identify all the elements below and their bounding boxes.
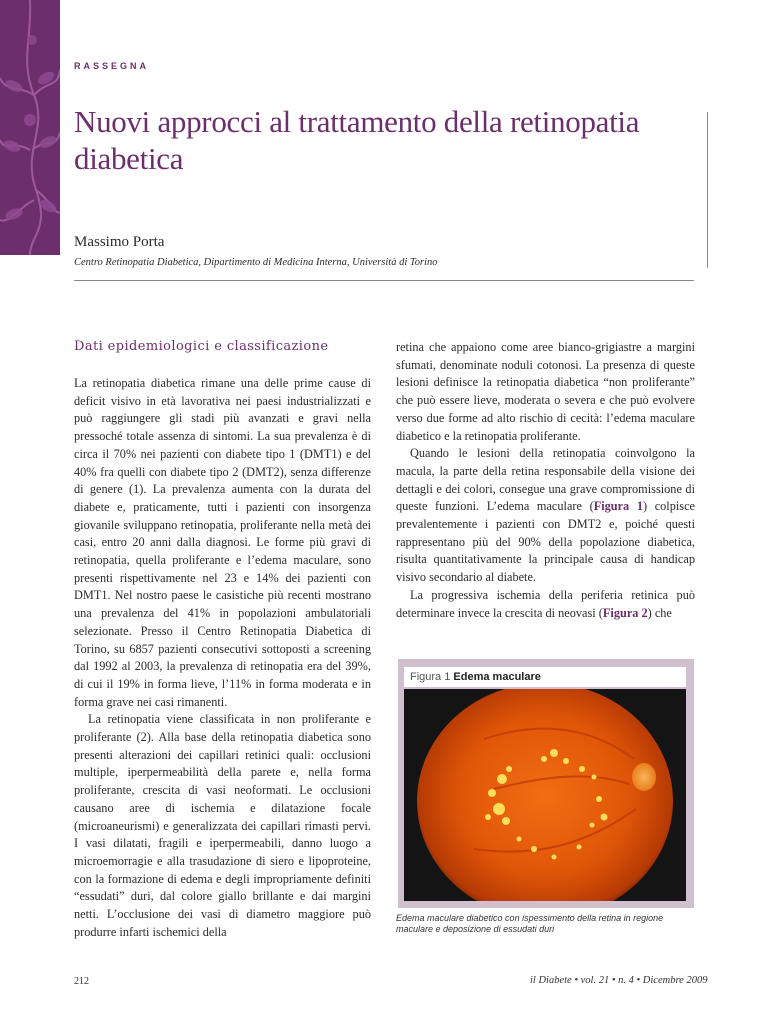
text: ) che: [647, 605, 672, 620]
author-affiliation: Centro Retinopatia Diabetica, Dipartimento di Medicina Interna, Università di Torino: [74, 257, 438, 268]
figure-box: [398, 659, 694, 908]
retina-image-icon: [404, 689, 686, 901]
decorative-floral-panel: [0, 0, 60, 255]
section-heading: Dati epidemiologici e classificazione: [74, 339, 329, 354]
author-name: Massimo Porta: [74, 234, 165, 250]
header-divider: [74, 280, 694, 281]
figure-title: Edema maculare: [453, 671, 541, 683]
text: Quando le lesioni della retinopatia coinvolgono la macula, la parte della retina responsabile della visione dei dettagli e dei colori, consegue una grave compromissione di queste funzioni. L’edema maculare (: [396, 446, 695, 514]
figure-reference-link[interactable]: Figura 2: [602, 605, 648, 620]
figure-caption: Edema maculare diabetico con ispessimento della retina in regione maculare e deposizione di essudati duri: [396, 913, 664, 934]
right-column: [396, 339, 695, 622]
figure-header: [404, 667, 686, 687]
figure-label: Figura 1: [410, 671, 451, 683]
title-divider: [707, 112, 708, 268]
section-label: RASSEGNA: [74, 61, 150, 71]
fundus-photo: [404, 689, 686, 901]
article-title: Nuovi approcci al trattamento della retinopatia diabetica: [74, 104, 640, 176]
paragraph: La retinopatia diabetica rimane una delle prime cause di deficit visivo in età lavorativa nei paesi industrializzati e può raggiungere gli stadi più avanzati e gravi nella pressoché totale assenza di sintomi. La sua prevalenza è di circa il 70% nei pazienti con diabete tipo 1 (DMT1) e del 40% fra quelli con diabete tipo 2 (DMT2), senza differenze di genere (1). La prevalenza aumenta con la durata del diabete e, praticamente, tutti i pazienti con insorgenza giovanile sviluppano retinopatia, proliferante nella metà dei casi, entro 20 anni dalla diagnosi. Le forme più gravi di retinopatia, quella proliferante e l’edema maculare, sono presenti rispettivamente nel 23 e 14% dei pazienti con DMT1. Nel nostro paese le casistiche più recenti mostrano una prevalenza del 41% in popolazioni ambulatoriali selezionate. Presso il Centro Retinopatia Diabetica di Torino, su 6857 pazienti consecutivi sottoposti a screening dal 1992 al 2003, la prevalenza di retinopatia era del 39%, di cui il 19% in forma lieve, l’11% in forma moderata e in forma grave nei casi rimanenti.: [74, 376, 371, 709]
paragraph: La retinopatia viene classificata in non proliferante e proliferante (2). Alla base della retinopatia diabetica sono presenti alterazioni dei capillari retinici quali: occlusioni multiple, iperpermeabilità della parete e, nella forma proliferante, crescita di vasi neoformati. Le occlusioni causano aree di ischemia e dilatazione focale (microaneurismi) e generalizzata dei capillari rimasti pervi. I vasi dilatati, fragili e iperpermeabili, danno luogo a microemorragie e alla trasudazione di siero e lipoproteine, con la formazione di edema e degli impropriamente definiti “essudati” duri, dal colore giallo brillante e dai margini netti. L’occlusione dei vasi di diametro maggiore può produrre infarti ischemici della: [74, 712, 371, 939]
journal-citation: il Diabete • vol. 21 • n. 4 • Dicembre 2009: [530, 975, 708, 986]
page-number: 212: [74, 976, 89, 987]
paragraph: retina che appaiono come aree bianco-grigiastre a margini sfumati, denominate noduli cotonosi. La presenza di queste lesioni definisce la retinopatia diabetica “non proliferante” che può essere lieve, moderata o severa e che può evolvere verso due forme ad alto rischio di cecità: l’edema maculare diabetico e la retinopatia proliferante.: [396, 340, 695, 443]
paragraph: [396, 587, 695, 622]
text: ) colpisce prevalentemente i pazienti con DMT2 e, poiché questi rappresentano più del 90% della popolazione diabetica, risulta quantitativamente la principale causa di handicap visivo secondario al diabete.: [396, 499, 695, 585]
figure-reference-link[interactable]: Figura 1: [593, 499, 643, 514]
paragraph: [396, 445, 695, 587]
text: La progressiva ischemia della periferia retinica può determinare invece la crescita di neovasi (: [396, 587, 695, 620]
left-column: [74, 375, 371, 942]
floral-ornament-icon: [0, 0, 60, 255]
